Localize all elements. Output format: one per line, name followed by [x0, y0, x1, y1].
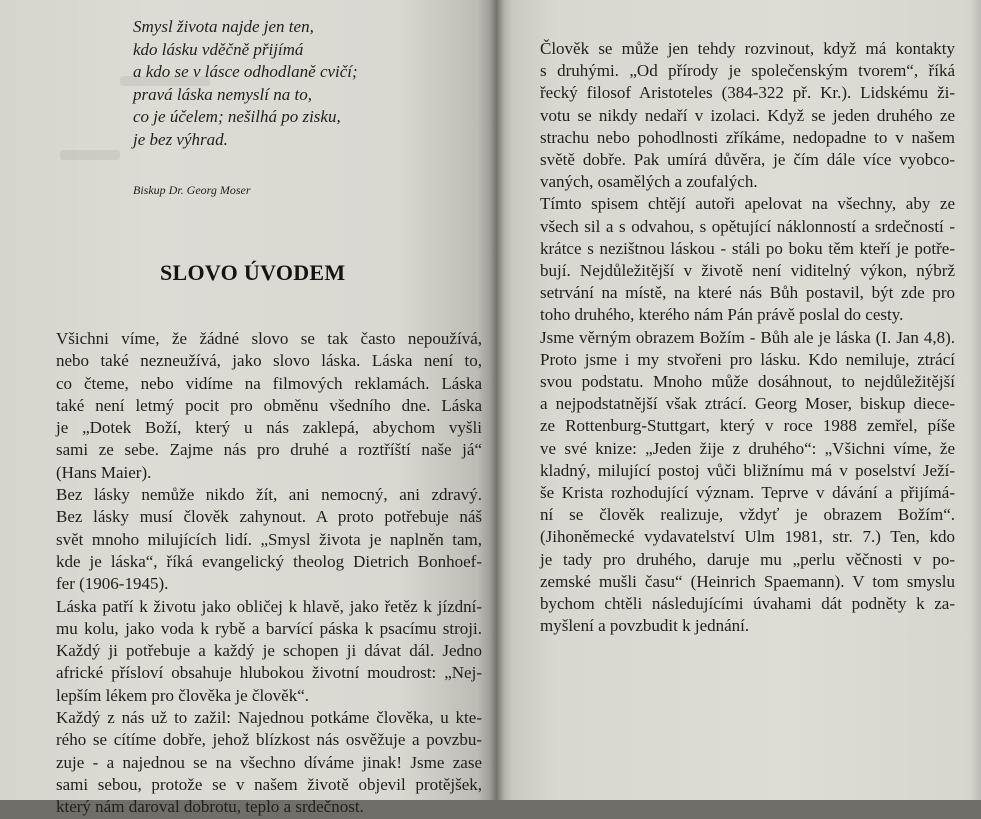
text-line: sami ze sebe. Zajme nás pro druhé a roztříští naše já“	[56, 440, 482, 460]
poem-line: je bez výhrad.	[133, 129, 228, 149]
text-line: s druhými. „Od přírody je společenským tvorem“, říká	[540, 61, 955, 81]
text-line: bují. Nejdůležitější v životě není viditelný výkon, nýbrž	[540, 261, 955, 281]
text-line: (Hans Maier).	[56, 462, 152, 482]
poem-line: Smysl života najde jen ten,	[133, 17, 314, 36]
text-line: zuje - a najednou se na všechno díváme jinak! Jsme zase	[56, 752, 482, 772]
text-line: toho druhého, kterého nám Pán právě poslal do cesty.	[540, 305, 904, 325]
text-line: lepším lékem pro člověka je člověk“.	[56, 685, 310, 705]
book-gutter	[490, 0, 504, 800]
text-line: krátce s nezištnou láskou - stáli po boku těm kteří je potře-	[540, 238, 955, 258]
text-line: africké přísloví obsahuje hlubokou životní moudrost: „Nej-	[56, 663, 482, 683]
poem-line: co je účelem; nešilhá po zisku,	[133, 107, 341, 126]
poem-line: pravá láska nemyslí na to,	[133, 84, 312, 104]
right-body-text	[540, 38, 955, 637]
text-line: ze Rottenburg-Stuttgart, který v roce 1988 zemřel, píše	[540, 416, 955, 436]
epigraph-author: Biskup Dr. Georg Moser	[133, 183, 251, 197]
text-line: také není letmý pocit pro obměnu všedního dne. Láska	[56, 395, 482, 415]
text-line: sami sebou, protože se v našem životě objevil protějšek,	[56, 774, 482, 794]
text-line: vaných, osamělých a zoufalých.	[540, 172, 758, 192]
text-line: mu kolu, jako voda k rybě a barvící páska k psacímu stroji.	[56, 618, 482, 638]
text-line: votu se nikdy nedaří v izolaci. Když se jeden druhého ze	[540, 105, 955, 125]
text-line: zemské mušli času“ (Heinrich Spaemann). V tom smyslu	[540, 571, 955, 591]
show-through-mark	[60, 150, 120, 160]
text-line: Proto jsme i my stvořeni pro lásku. Kdo nemiluje, ztrácí	[540, 349, 955, 369]
text-line: Jsme věrným obrazem Božím - Bůh ale je láska (I. Jan 4,8).	[540, 327, 955, 347]
chapter-heading: SLOVO ÚVODEM	[160, 260, 346, 285]
text-line: Bez lásky nemůže nikdo žít, ani nemocný, ani zdravý.	[56, 485, 482, 505]
text-line: Každý z nás už to zažil: Najednou potkáme člověka, u kte-	[56, 708, 482, 728]
text-line: setrvání na místě, na které nás Bůh postavil, být zde pro	[540, 283, 955, 303]
text-line: Člověk se může jen tehdy rozvinout, když má kontakty	[540, 39, 955, 58]
text-line: světě dobře. Pak umírá důvěra, je čím dále více vyobco-	[540, 150, 955, 170]
text-line: še Krista rozhodující význam. Teprve v dávání a přijímá-	[540, 483, 955, 503]
text-line: a nejpodstatnější však ztrácí. Georg Moser, biskup diece-	[540, 394, 955, 414]
text-line: všech sil a s odvahou, s opětující náklonností a srdečností -	[540, 216, 955, 236]
text-line: svět mnoho milujících lidí. „Smysl života je naplněn tam,	[56, 529, 482, 549]
text-line: ní se člověk realizuje, vždyť je obrazem Božím“.	[540, 505, 955, 525]
text-line: ve své knize: „Jeden žije z druhého“: „Všichni víme, že	[540, 438, 955, 458]
text-line: je „Dotek Boží, který u nás zaklepá, abychom vyšli	[56, 418, 482, 438]
poem-line: a kdo se v lásce odhodlaně cvičí;	[133, 62, 358, 81]
epigraph-poem	[133, 16, 463, 151]
text-line: bychom chtěli následujícími úvahami dát podněty k za-	[540, 594, 955, 614]
text-line: (Jihoněmecké vydavatelství Ulm 1981, str. 7.) Ten, kdo	[540, 527, 955, 547]
text-line: Všichni víme, že žádné slovo se tak často nepoužívá,	[56, 329, 482, 348]
text-line: Každý ji potřebuje a každý je schopen ji dávat dál. Jedno	[56, 641, 482, 661]
text-line: rého se cítíme dobře, jehož blízkost nás osvěžuje a povzbu-	[56, 730, 482, 750]
text-line: myšlení a povzbudit k jednání.	[540, 616, 750, 636]
text-line: strachu nebo pohodlnosti zříkáme, nedopadne to v našem	[540, 127, 955, 147]
text-line: kladný, milující postoj vůči bližnímu má v poselství Ježí-	[540, 460, 955, 480]
text-line: který nám daroval dobrotu, teplo a srdečnost.	[56, 797, 364, 817]
text-line: svou podstatu. Mnoho může dosáhnout, to nejdůležitější	[540, 372, 955, 392]
text-line: co čteme, nebo vidíme na filmových reklamách. Láska	[56, 373, 482, 393]
text-line: fer (1906-1945).	[56, 574, 169, 594]
text-line: Bez lásky musí člověk zahynout. A proto potřebuje náš	[56, 507, 482, 527]
poem-line: kdo lásku vděčně přijímá	[133, 39, 304, 59]
text-line: kde je láska“, říká evangelický theolog Dietrich Bonhoef-	[56, 551, 482, 571]
text-line: je tady pro druhého, daruje mu „perlu věčnosti v po-	[540, 549, 955, 569]
left-body-text	[56, 328, 482, 819]
text-line: nebo také nezneužívá, jako slovo láska. Láska není to,	[56, 351, 482, 371]
text-line: řecký filosof Aristoteles (384-322 př. Kr.). Lidskému ži-	[540, 83, 955, 103]
text-line: Láska patří k životu jako obličej k hlavě, jako řetěz k jízdní-	[56, 596, 482, 616]
text-line: Tímto spisem chtějí autoři apelovat na všechny, aby ze	[540, 194, 955, 214]
